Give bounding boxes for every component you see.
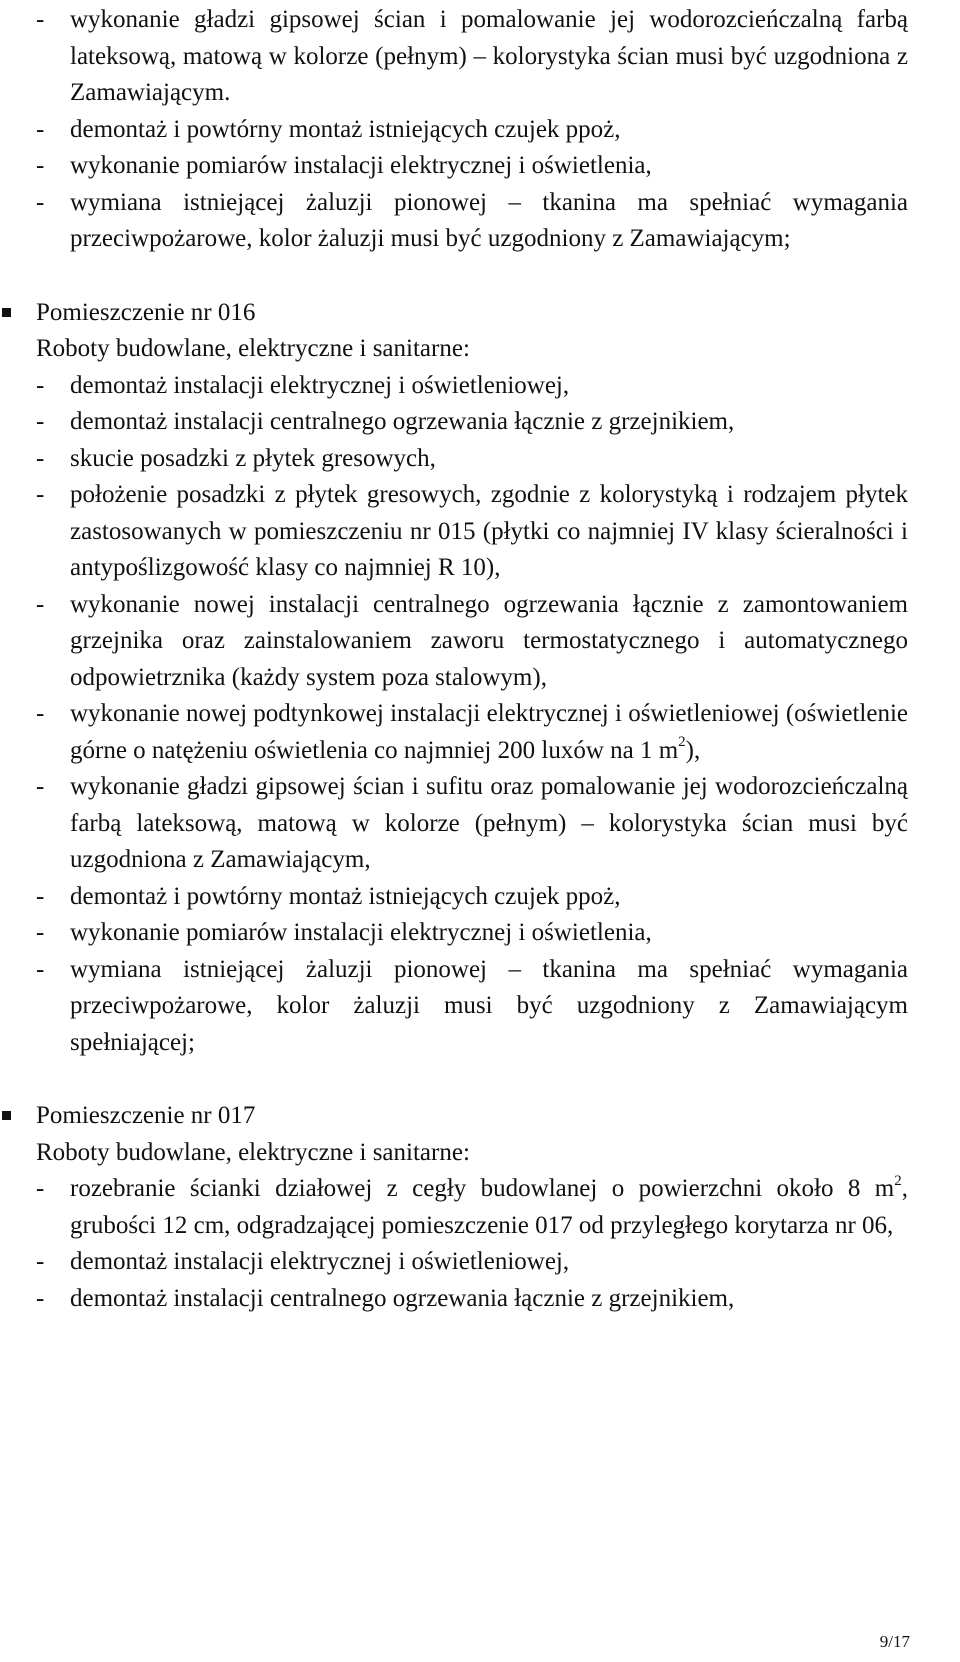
list-item: - położenie posadzki z płytek gresowych, zgodnie z kolorystyką i rodzajem płytek zastosowanych w pomieszczeniu nr 015 (płytki co najmniej IV klasy ścieralności i antypoślizgowość klasy co najmniej R 10), (36, 481, 908, 581)
list-item: - wykonanie pomiarów instalacji elektrycznej i oświetlenia, (36, 919, 652, 946)
page-number: 9/17 (879, 1632, 910, 1651)
list-item: - wykonanie gładzi gipsowej ścian i pomalowanie jej wodorozcieńczalną farbą lateksową, matową w kolorze (pełnym) – kolorystyka ścian musi być uzgodniona z Zamawiającym. (36, 6, 908, 106)
list-item: - wykonanie nowej podtynkowej instalacji elektrycznej i oświetleniowej (oświetlenie górne o natężeniu oświetlenia co najmniej 200 luxów na 1 $m^2$), (36, 700, 908, 764)
list-item: - demontaż instalacji elektrycznej i oświetleniowej, (36, 371, 570, 399)
list-item: - demontaż instalacji elektrycznej i oświetleniowej, (36, 1248, 570, 1275)
list-item: - wymiana istniejącej żaluzji pionowej – tkanina ma spełniać wymagania przeciwpożarowe, kolor żaluzji musi być uzgodniony z Zamawiającym; (36, 188, 908, 252)
list-item: - demontaż instalacji centralnego ogrzewania łącznie z grzejnikiem, (36, 408, 735, 435)
list-item: - demontaż i powtórny montaż istniejących czujek ppoż, (36, 882, 621, 910)
list-item: - skucie posadzki z płytek gresowych, (36, 444, 436, 472)
list-item: - rozebranie ścianki działowej z cegły budowlanej o powierzchni około 8 $m^2$, grubości 12 cm, odgradzającej pomieszczenie 017 od przyległego korytarza nr 06, (36, 1172, 908, 1239)
document-body (36, 2, 908, 1317)
room-017-section (36, 1098, 908, 1317)
list-item: - wykonanie pomiarów instalacji elektrycznej i oświetlenia, (36, 152, 652, 179)
square-bullet-icon (2, 308, 11, 317)
room-017-subheading: Roboty budowlane, elektryczne i sanitarne: (36, 1138, 470, 1166)
list-item: - demontaż instalacji centralnego ogrzewania łącznie z grzejnikiem, (36, 1284, 735, 1312)
intro-list (36, 2, 908, 258)
list-item: - wykonanie gładzi gipsowej ścian i sufitu oraz pomalowanie jej wodorozcieńczalną farbą lateksową, matową w kolorze (pełnym) – kolorystyka ścian musi być uzgodniona z Zamawiającym, (36, 773, 908, 873)
room-016-subheading: Roboty budowlane, elektryczne i sanitarne: (36, 335, 470, 362)
list-item: - wykonanie nowej instalacji centralnego ogrzewania łącznie z zamontowaniem grzejnika oraz zainstalowaniem zaworu termostatycznego i automatycznego odpowietrznika (każdy system poza stalowym), (36, 590, 908, 691)
list-item: - demontaż i powtórny montaż istniejących czujek ppoż, (36, 115, 621, 143)
room-016-heading: Pomieszczenie nr 016 (36, 295, 908, 332)
square-bullet-icon (2, 1111, 11, 1120)
room-017-heading: Pomieszczenie nr 017 (36, 1098, 908, 1135)
room-016-section (36, 295, 908, 1062)
list-item: - wymiana istniejącej żaluzji pionowej – tkanina ma spełniać wymagania przeciwpożarowe, kolor żaluzji musi być uzgodniony z Zamawiającym spełniającej; (36, 955, 908, 1056)
